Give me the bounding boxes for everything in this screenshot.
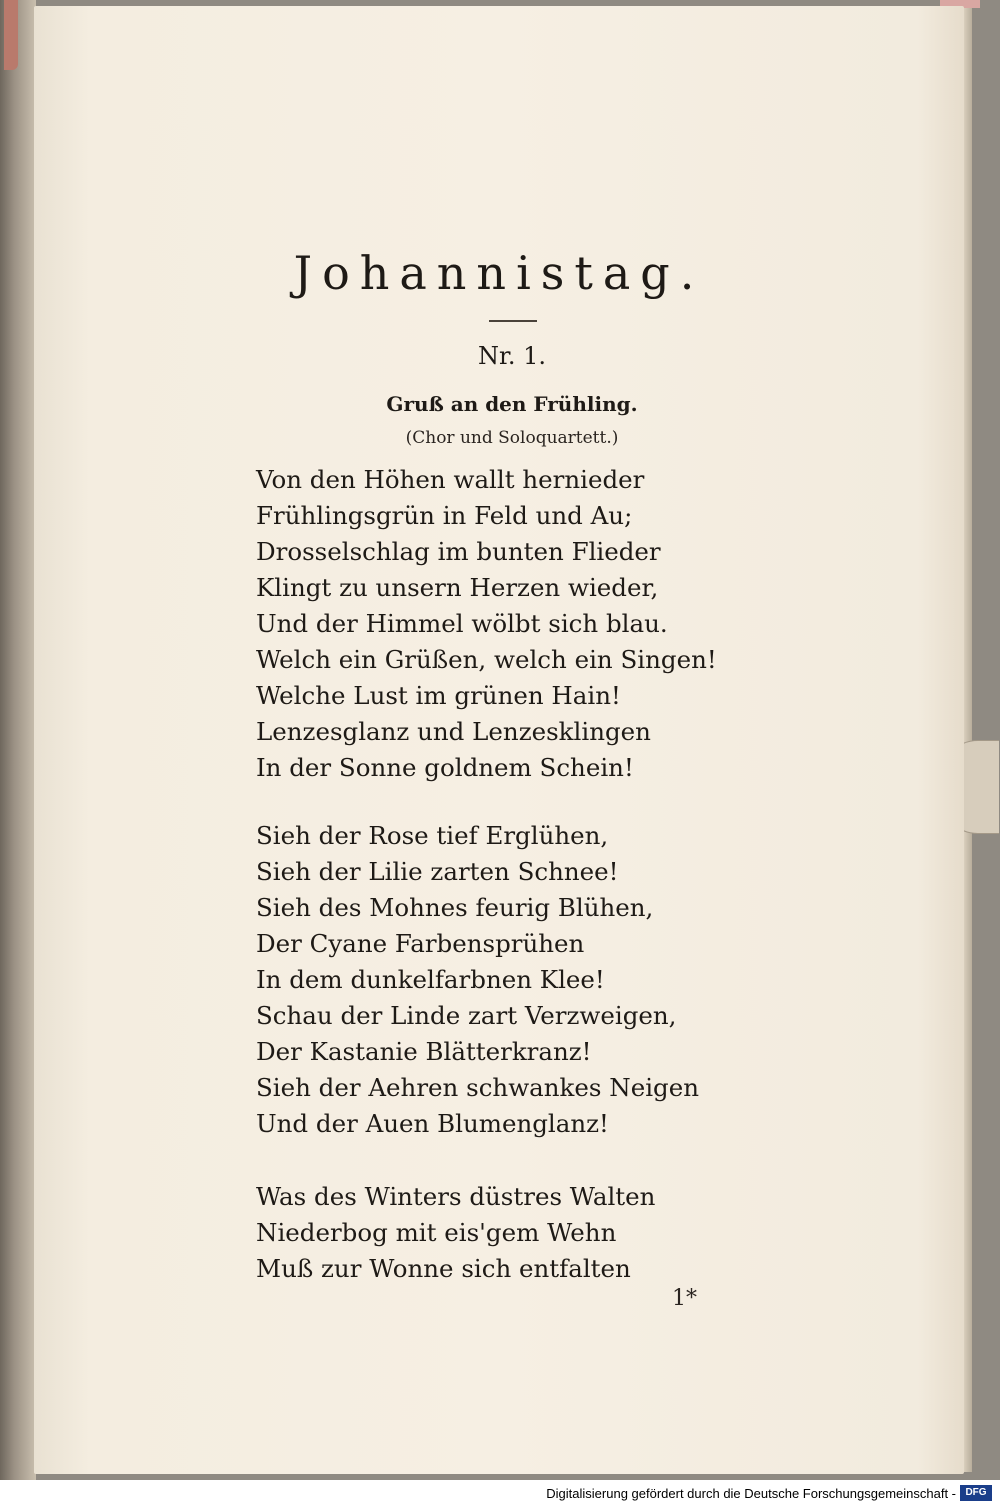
verse-line: Und der Himmel wölbt sich blau. <box>256 609 668 638</box>
spine-edge <box>4 0 18 70</box>
verse-line: Was des Winters düstres Walten <box>256 1182 656 1211</box>
stanza-1 <box>256 462 776 786</box>
verse-line: Schau der Linde zart Verzweigen, <box>256 1001 677 1030</box>
book-page <box>34 6 964 1474</box>
verse-line: Welche Lust im grünen Hain! <box>256 681 621 710</box>
section-number: Nr. 1. <box>478 342 546 370</box>
performance-note: (Chor und Soloquartett.) <box>405 428 619 448</box>
verse-line: Der Cyane Farbensprühen <box>256 929 585 958</box>
verse-line: Lenzesglanz und Lenzesklingen <box>256 717 651 746</box>
dfg-logo-icon: DFG <box>960 1485 992 1501</box>
poem-title: Johannistag. <box>293 246 705 300</box>
section-heading: Gruß an den Frühling. <box>386 392 638 416</box>
page-signature: 1* <box>672 1286 697 1311</box>
stanza-3 <box>256 1179 776 1287</box>
verse-line: Und der Auen Blumenglanz! <box>256 1109 609 1138</box>
verse-line: Sieh der Aehren schwankes Neigen <box>256 1073 699 1102</box>
verse-line: Der Kastanie Blätterkranz! <box>256 1037 592 1066</box>
verse-line: Sieh der Lilie zarten Schnee! <box>256 857 619 886</box>
verse-line: In der Sonne goldnem Schein! <box>256 753 634 782</box>
footer-bar <box>0 1480 1000 1509</box>
verse-line: Muß zur Wonne sich entfalten <box>256 1254 631 1283</box>
verse-line: Welch ein Grüßen, welch ein Singen! <box>256 645 717 674</box>
verse-line: Von den Höhen wallt hernieder <box>256 465 645 494</box>
title-divider <box>489 320 537 322</box>
verse-line: Klingt zu unsern Herzen wieder, <box>256 573 659 602</box>
verse-line: In dem dunkelfarbnen Klee! <box>256 965 605 994</box>
book-spine <box>0 0 36 1480</box>
stanza-2 <box>256 818 776 1142</box>
verse-line: Sieh der Rose tief Erglühen, <box>256 821 609 850</box>
verse-line: Niederbog mit eis'gem Wehn <box>256 1218 617 1247</box>
verse-line: Drosselschlag im bunten Flieder <box>256 537 661 566</box>
verse-line: Sieh des Mohnes feurig Blühen, <box>256 893 654 922</box>
verse-line: Frühlingsgrün in Feld und Au; <box>256 501 633 530</box>
funding-credit: Digitalisierung gefördert durch die Deutsche Forschungsgemeinschaft - <box>546 1486 956 1501</box>
